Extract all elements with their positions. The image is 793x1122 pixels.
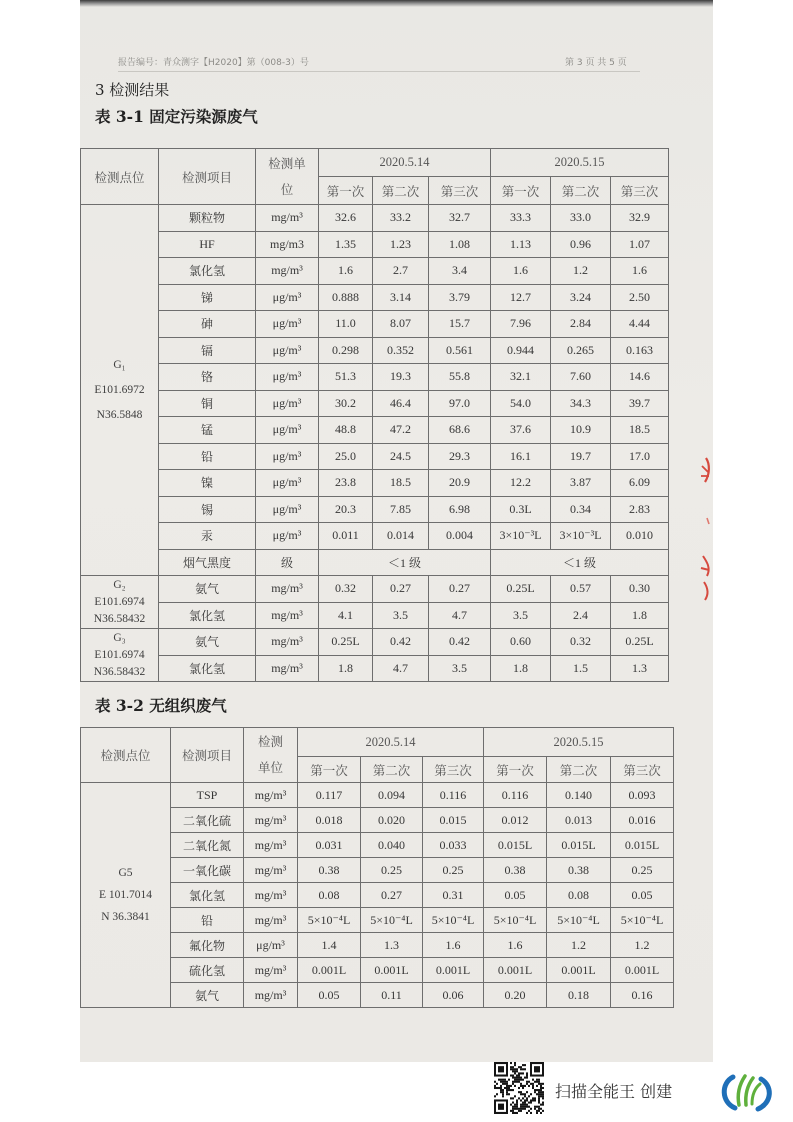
value-cell: 0.08 [547,883,611,908]
value-cell: 3.4 [429,258,491,285]
value-cell: 0.32 [551,629,611,656]
value-cell: 0.117 [298,783,361,808]
value-cell: 19.3 [373,364,429,391]
value-cell: 18.5 [611,417,669,444]
value-cell: 32.7 [429,205,491,232]
table-row [81,284,669,311]
page-number: 第 3 页 共 5 页 [565,58,627,68]
table-row [81,496,669,523]
value-cell: 4.7 [429,602,491,629]
value-cell: 5×10⁻⁴L [298,908,361,933]
item-cell: 烟气黑度 [159,549,256,576]
value-cell: 0.013 [547,808,611,833]
point-name: G₃ [113,631,126,644]
value-cell: 10.9 [551,417,611,444]
column-header-unit-label: 检测单位 [257,735,283,775]
value-cell: 0.001L [298,958,361,983]
value-cell: 39.7 [611,390,669,417]
merged-value-cell: ＜1 级 [491,549,669,576]
value-cell: 0.25 [361,858,423,883]
value-cell: 1.3 [361,933,423,958]
value-cell: 11.0 [319,311,373,338]
table-3-2 [80,727,674,1008]
value-cell: 1.35 [319,231,373,258]
value-cell: 1.07 [611,231,669,258]
value-cell: 20.9 [429,470,491,497]
value-cell: 0.25L [611,629,669,656]
point-coordinate: N36.5848 [96,408,143,421]
unit-cell: mg/m³ [244,783,298,808]
unit-cell: mg/m³ [244,833,298,858]
value-cell: 1.2 [551,258,611,285]
unit-cell: mg/m³ [256,629,319,656]
unit-cell: mg/m3 [256,231,319,258]
run-header: 第二次 [361,757,423,783]
table-row [81,337,669,364]
unit-cell: μg/m³ [256,443,319,470]
value-cell: 0.08 [298,883,361,908]
item-cell: 氨气 [159,629,256,656]
value-cell: 3.87 [551,470,611,497]
value-cell: 0.05 [484,883,547,908]
value-cell: 3.79 [429,284,491,311]
value-cell: 0.38 [484,858,547,883]
value-cell: 3.5 [491,602,551,629]
value-cell: 2.84 [551,311,611,338]
unit-cell: mg/m³ [244,883,298,908]
item-cell: 锰 [159,417,256,444]
value-cell: 4.44 [611,311,669,338]
value-cell: 0.42 [429,629,491,656]
value-cell: 51.3 [319,364,373,391]
item-cell: 铅 [159,443,256,470]
value-cell: 0.010 [611,523,669,550]
item-cell: 镍 [159,470,256,497]
value-cell: 5×10⁻⁴L [611,908,674,933]
column-header-unit [244,728,298,783]
point-cell [81,629,159,682]
value-cell: 33.0 [551,205,611,232]
value-cell: 47.2 [373,417,429,444]
value-cell: 46.4 [373,390,429,417]
value-cell: 2.50 [611,284,669,311]
value-cell: 1.08 [429,231,491,258]
column-header-unit [256,149,319,205]
item-cell: 二氧化氮 [171,833,244,858]
value-cell: 0.094 [361,783,423,808]
item-cell: 汞 [159,523,256,550]
date-header: 2020.5.14 [319,149,491,177]
value-cell: 0.30 [611,576,669,603]
value-cell: 29.3 [429,443,491,470]
value-cell: 0.31 [423,883,484,908]
table-row [81,417,669,444]
item-cell: 氯化氢 [171,883,244,908]
value-cell: 0.05 [298,983,361,1008]
value-cell: 0.944 [491,337,551,364]
header-row [81,149,669,177]
value-cell: 0.015 [423,808,484,833]
table-row [81,470,669,497]
value-cell: 30.2 [319,390,373,417]
scanner-caption: 扫描全能王 创建 [555,1082,673,1101]
unit-cell: mg/m³ [256,655,319,682]
value-cell: 1.5 [551,655,611,682]
value-cell: 3.14 [373,284,429,311]
item-cell: HF [159,231,256,258]
value-cell: 3×10⁻³L [491,523,551,550]
value-cell: 0.16 [611,983,674,1008]
value-cell: 1.2 [547,933,611,958]
value-cell: 1.6 [484,933,547,958]
table-row [81,390,669,417]
item-cell: 颗粒物 [159,205,256,232]
value-cell: 2.83 [611,496,669,523]
value-cell: 33.2 [373,205,429,232]
unit-cell: mg/m³ [256,602,319,629]
unit-cell: μg/m³ [244,933,298,958]
run-header: 第二次 [373,177,429,205]
table-row [81,783,674,808]
value-cell: 6.98 [429,496,491,523]
value-cell: 0.033 [423,833,484,858]
value-cell: 0.012 [484,808,547,833]
table-row [81,576,669,603]
point-cell [81,576,159,629]
item-cell: 氨气 [159,576,256,603]
unit-cell: mg/m³ [244,808,298,833]
run-header: 第一次 [298,757,361,783]
value-cell: 3.5 [429,655,491,682]
value-cell: 1.8 [491,655,551,682]
value-cell: 1.8 [611,602,669,629]
header-row [81,728,674,757]
table-row [81,443,669,470]
value-cell: 23.8 [319,470,373,497]
value-cell: 0.116 [423,783,484,808]
value-cell: 1.3 [611,655,669,682]
value-cell: 0.34 [551,496,611,523]
value-cell: 1.6 [423,933,484,958]
value-cell: 55.8 [429,364,491,391]
unit-cell: mg/m³ [244,858,298,883]
value-cell: 0.020 [361,808,423,833]
value-cell: 0.38 [298,858,361,883]
value-cell: 5×10⁻⁴L [423,908,484,933]
table-row [81,629,669,656]
value-cell: 16.1 [491,443,551,470]
camscanner-logo [718,1070,776,1114]
report-number: 报告编号：青众测字【H2020】第（008-3）号 [118,58,309,68]
merged-value-cell: ＜1 级 [319,549,491,576]
run-header: 第三次 [429,177,491,205]
value-cell: 0.298 [319,337,373,364]
value-cell: 0.11 [361,983,423,1008]
item-cell: 铜 [159,390,256,417]
point-coordinate: N 36.3841 [101,911,150,923]
point-coordinate: E101.6972 [94,383,145,396]
point-coordinate: N36.58432 [93,665,146,678]
value-cell: 0.001L [361,958,423,983]
point-coordinate: E 101.7014 [98,889,153,901]
item-cell: 铬 [159,364,256,391]
item-cell: TSP [171,783,244,808]
value-cell: 0.42 [373,629,429,656]
value-cell: 0.38 [547,858,611,883]
value-cell: 0.96 [551,231,611,258]
table-3-2-title: 表 3-2 无组织废气 [95,696,227,715]
table-body [81,783,674,1008]
value-cell: 0.140 [547,783,611,808]
unit-cell: μg/m³ [256,523,319,550]
value-cell: 32.1 [491,364,551,391]
value-cell: 1.8 [319,655,373,682]
table-row [81,205,669,232]
unit-cell: μg/m³ [256,284,319,311]
value-cell: 48.8 [319,417,373,444]
point-coordinate: N36.58432 [93,612,146,625]
value-cell: 0.32 [319,576,373,603]
value-cell: 0.016 [611,808,674,833]
unit-cell: μg/m³ [256,417,319,444]
value-cell: 5×10⁻⁴L [547,908,611,933]
value-cell: 0.888 [319,284,373,311]
value-cell: 34.3 [551,390,611,417]
point-cell [81,783,171,1008]
qr-code [494,1062,544,1114]
value-cell: 0.57 [551,576,611,603]
value-cell: 54.0 [491,390,551,417]
value-cell: 0.25 [423,858,484,883]
value-cell: 32.9 [611,205,669,232]
value-cell: 97.0 [429,390,491,417]
table-body [81,205,669,682]
table-row [81,655,669,682]
unit-cell: μg/m³ [256,364,319,391]
unit-cell: 级 [256,549,319,576]
value-cell: 12.7 [491,284,551,311]
value-cell: 1.6 [491,258,551,285]
table-row [81,549,669,576]
value-cell: 2.4 [551,602,611,629]
value-cell: 0.25 [611,858,674,883]
item-cell: 锑 [159,284,256,311]
value-cell: 14.6 [611,364,669,391]
unit-cell: μg/m³ [256,337,319,364]
value-cell: 0.163 [611,337,669,364]
value-cell: 0.25L [491,576,551,603]
value-cell: 3.5 [373,602,429,629]
column-header-unit-label: 检测单位 [268,156,306,197]
run-header: 第一次 [319,177,373,205]
point-coordinate: E101.6974 [94,648,145,661]
item-cell: 二氧化硫 [171,808,244,833]
value-cell: 7.60 [551,364,611,391]
date-header: 2020.5.15 [491,149,669,177]
column-header-item: 检测项目 [159,149,256,205]
value-cell: 0.27 [373,576,429,603]
item-cell: 氯化氢 [159,655,256,682]
point-name: G₁ [113,358,126,371]
value-cell: 0.001L [484,958,547,983]
column-header-point: 检测点位 [81,149,159,205]
unit-cell: μg/m³ [256,311,319,338]
run-header: 第二次 [551,177,611,205]
item-cell: 砷 [159,311,256,338]
value-cell: 25.0 [319,443,373,470]
table-3-1 [80,148,669,682]
table-row [81,231,669,258]
value-cell: 5×10⁻⁴L [361,908,423,933]
run-header: 第三次 [611,757,674,783]
header-divider [118,71,640,72]
value-cell: 0.093 [611,783,674,808]
value-cell: 0.561 [429,337,491,364]
value-cell: 17.0 [611,443,669,470]
value-cell: 3.24 [551,284,611,311]
unit-cell: μg/m³ [256,496,319,523]
value-cell: 1.13 [491,231,551,258]
table-row [81,258,669,285]
value-cell: 0.015L [547,833,611,858]
item-cell: 氯化氢 [159,602,256,629]
value-cell: 24.5 [373,443,429,470]
value-cell: 1.6 [319,258,373,285]
table-row [81,311,669,338]
value-cell: 0.031 [298,833,361,858]
value-cell: 2.7 [373,258,429,285]
value-cell: 1.23 [373,231,429,258]
table-row [81,523,669,550]
value-cell: 0.018 [298,808,361,833]
unit-cell: mg/m³ [256,205,319,232]
value-cell: 0.352 [373,337,429,364]
value-cell: 18.5 [373,470,429,497]
scan-top-edge [80,0,713,7]
value-cell: 5×10⁻⁴L [484,908,547,933]
value-cell: 20.3 [319,496,373,523]
item-cell: 一氧化碳 [171,858,244,883]
item-cell: 镉 [159,337,256,364]
point-name: G5 [118,867,133,879]
unit-cell: mg/m³ [244,983,298,1008]
item-cell: 铅 [171,908,244,933]
value-cell: 0.015L [484,833,547,858]
table-row [81,364,669,391]
unit-cell: mg/m³ [244,908,298,933]
column-header-point: 检测点位 [81,728,171,783]
table-3-1-title: 表 3-1 固定污染源废气 [95,107,258,126]
unit-cell: μg/m³ [256,390,319,417]
value-cell: 12.2 [491,470,551,497]
unit-cell: mg/m³ [244,958,298,983]
value-cell: 19.7 [551,443,611,470]
value-cell: 0.06 [423,983,484,1008]
run-header: 第三次 [611,177,669,205]
value-cell: 3×10⁻³L [551,523,611,550]
value-cell: 1.2 [611,933,674,958]
red-seal-fragment [697,452,713,602]
value-cell: 0.27 [429,576,491,603]
section-title: 3 检测结果 [95,81,170,99]
unit-cell: mg/m³ [256,576,319,603]
run-header: 第一次 [484,757,547,783]
value-cell: 32.6 [319,205,373,232]
item-cell: 锡 [159,496,256,523]
value-cell: 0.014 [373,523,429,550]
value-cell: 8.07 [373,311,429,338]
value-cell: 0.27 [361,883,423,908]
unit-cell: μg/m³ [256,470,319,497]
value-cell: 33.3 [491,205,551,232]
column-header-item: 检测项目 [171,728,244,783]
value-cell: 0.60 [491,629,551,656]
date-header: 2020.5.15 [484,728,674,757]
value-cell: 7.85 [373,496,429,523]
date-header: 2020.5.14 [298,728,484,757]
value-cell: 7.96 [491,311,551,338]
unit-cell: mg/m³ [256,258,319,285]
value-cell: 0.040 [361,833,423,858]
point-coordinate: E101.6974 [94,595,145,608]
run-header: 第三次 [423,757,484,783]
table-row [81,602,669,629]
value-cell: 0.265 [551,337,611,364]
value-cell: 0.25L [319,629,373,656]
item-cell: 硫化氢 [171,958,244,983]
value-cell: 1.4 [298,933,361,958]
item-cell: 氯化氢 [159,258,256,285]
point-name: G₂ [113,578,126,591]
value-cell: 4.7 [373,655,429,682]
value-cell: 0.001L [547,958,611,983]
value-cell: 0.015L [611,833,674,858]
value-cell: 37.6 [491,417,551,444]
value-cell: 68.6 [429,417,491,444]
value-cell: 0.001L [611,958,674,983]
run-header: 第二次 [547,757,611,783]
value-cell: 0.3L [491,496,551,523]
run-header: 第一次 [491,177,551,205]
point-cell [81,205,159,576]
value-cell: 0.001L [423,958,484,983]
value-cell: 6.09 [611,470,669,497]
item-cell: 氟化物 [171,933,244,958]
value-cell: 0.004 [429,523,491,550]
item-cell: 氨气 [171,983,244,1008]
value-cell: 0.116 [484,783,547,808]
value-cell: 4.1 [319,602,373,629]
value-cell: 15.7 [429,311,491,338]
value-cell: 1.6 [611,258,669,285]
value-cell: 0.20 [484,983,547,1008]
value-cell: 0.011 [319,523,373,550]
value-cell: 0.05 [611,883,674,908]
value-cell: 0.18 [547,983,611,1008]
